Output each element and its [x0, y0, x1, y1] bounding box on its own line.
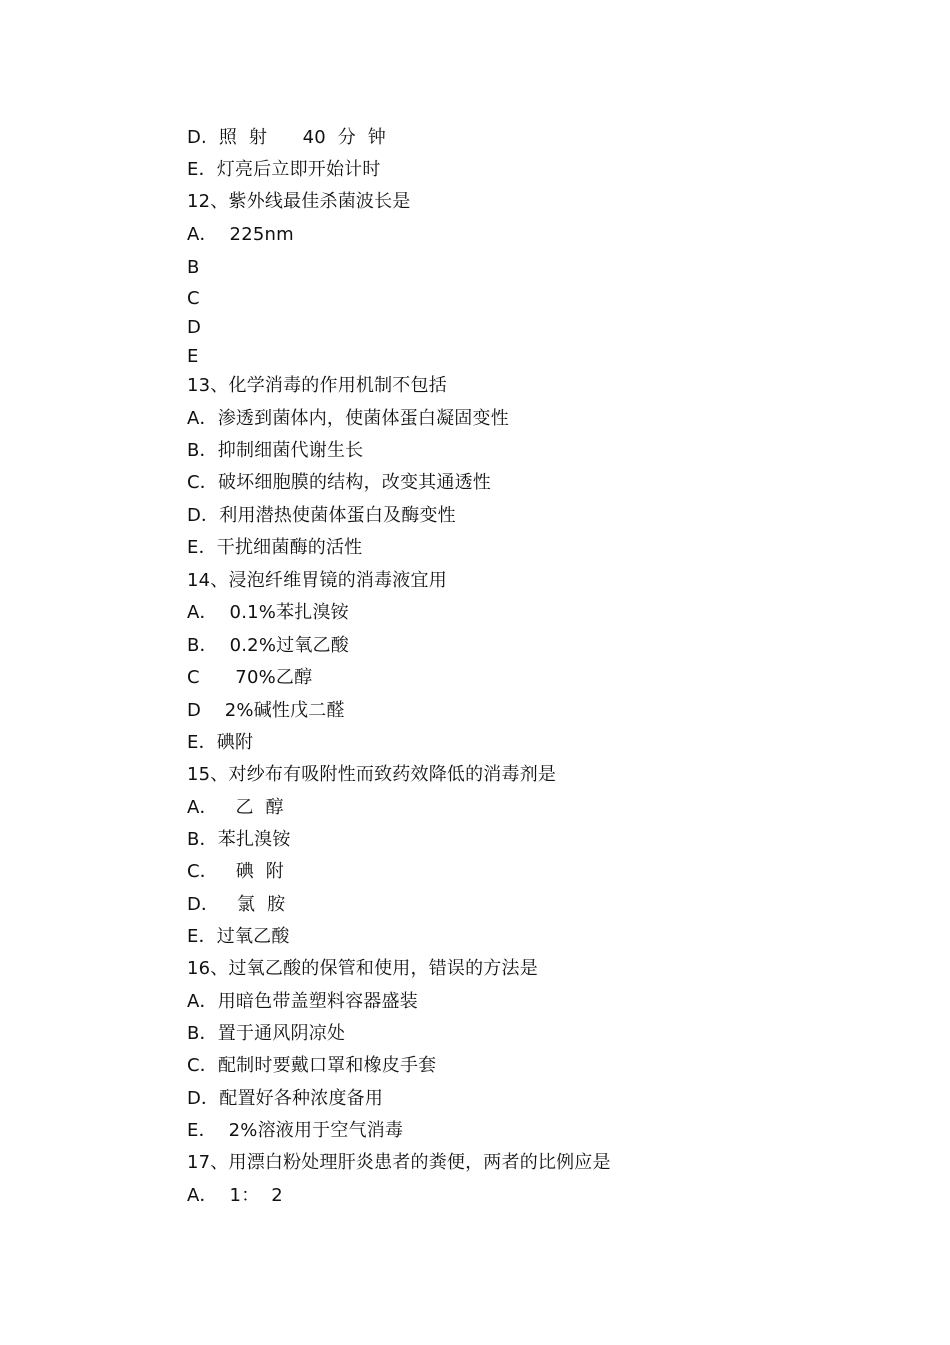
question-line: 17、用漂白粉处理肝炎患者的粪便，两者的比例应是 — [187, 1152, 611, 1173]
option-line: E． 2%溶液用于空气消毒 — [187, 1120, 404, 1141]
option-line: C．配制时要戴口罩和橡皮手套 — [187, 1055, 437, 1076]
option-line: C 70%乙醇 — [187, 667, 313, 688]
option-line: B．抑制细菌代谢生长 — [187, 440, 364, 461]
option-line: A． 1： 2 — [187, 1185, 283, 1206]
option-line: B — [187, 257, 200, 278]
option-line: E．过氧乙酸 — [187, 926, 290, 947]
option-line: A． 225nm — [187, 224, 294, 245]
option-line: B．置于通风阴凉处 — [187, 1023, 346, 1044]
option-line: A．渗透到菌体内，使菌体蛋白凝固变性 — [187, 408, 509, 429]
option-line: D 2%碱性戊二醛 — [187, 700, 345, 721]
question-line: 15、对纱布有吸附性而致药效降低的消毒剂是 — [187, 764, 557, 785]
option-line: E．干扰细菌酶的活性 — [187, 537, 363, 558]
option-line: C．破坏细胞膜的结构，改变其通透性 — [187, 472, 491, 493]
option-line: A．用暗色带盖塑料容器盛装 — [187, 991, 418, 1012]
question-line: 12、紫外线最佳杀菌波长是 — [187, 191, 411, 212]
option-line: D — [187, 317, 202, 338]
option-line: C． 碘 附 — [187, 861, 284, 882]
option-line: A． 0.1%苯扎溴铵 — [187, 602, 349, 623]
option-line: D．利用潜热使菌体蛋白及酶变性 — [187, 505, 456, 526]
question-line: 14、浸泡纤维胃镜的消毒液宜用 — [187, 570, 447, 591]
option-line: E．灯亮后立即开始计时 — [187, 159, 381, 180]
option-line: B． 0.2%过氧乙酸 — [187, 635, 349, 656]
option-line: C — [187, 288, 200, 309]
option-line: D． 氯 胺 — [187, 894, 286, 915]
option-line: E — [187, 346, 199, 367]
question-line: 16、过氧乙酸的保管和使用，错误的方法是 — [187, 958, 538, 979]
option-line: B．苯扎溴铵 — [187, 829, 291, 850]
option-line: D. 照 射 40 分 钟 — [187, 127, 386, 148]
question-line: 13、化学消毒的作用机制不包括 — [187, 375, 447, 396]
option-line: E．碘附 — [187, 732, 254, 753]
option-line: D．配置好各种浓度备用 — [187, 1088, 384, 1109]
option-line: A． 乙 醇 — [187, 797, 284, 818]
